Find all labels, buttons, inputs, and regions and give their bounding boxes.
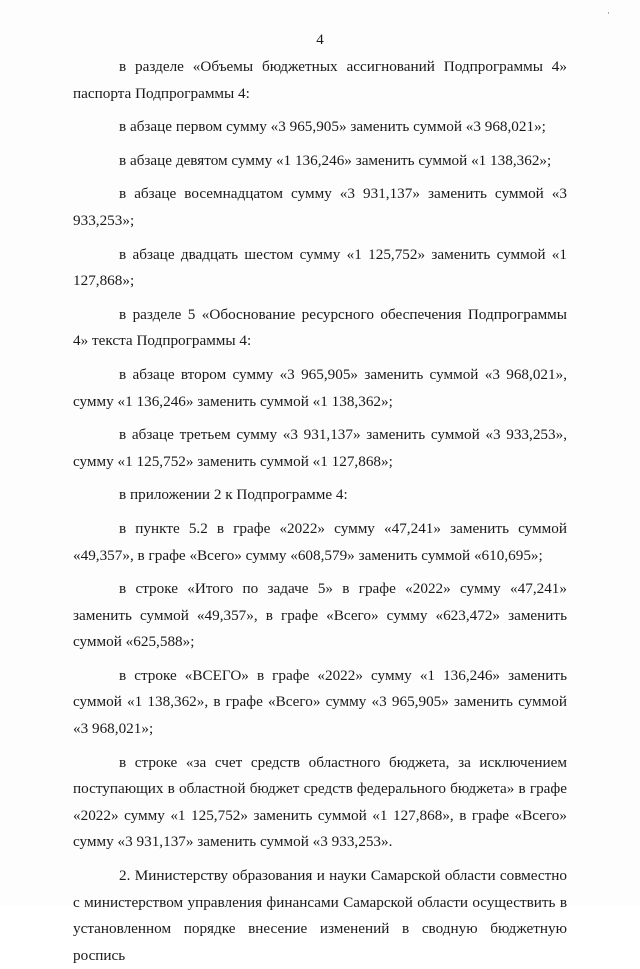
paragraph-item-2-ministry: 2. Министерству образования и науки Самарской области совместно с министерством управления финансами Самарской области осуществить в установленном порядке внесение изменений в сводную бюджетную роспись (73, 867, 567, 964)
paragraph-eighteenth-abzac: в абзаце восемнадцатом сумму «3 931,137» заменить суммой «3 933,253»; (73, 185, 567, 229)
paragraph-third-abzac: в абзаце третьем сумму «3 931,137» заменить суммой «3 933,253», сумму «1 125,752» заменить суммой «1 127,868»; (73, 426, 567, 470)
corner-mark: · (607, 8, 610, 18)
paragraph-first-abzac: в абзаце первом сумму «3 965,905» заменить суммой «3 968,021»; (119, 118, 546, 136)
paragraph-section-5: в разделе 5 «Обоснование ресурсного обеспечения Подпрограммы 4» текста Подпрограммы 4: (73, 305, 567, 350)
paragraph-appendix-2: в приложении 2 к Подпрограмме 4: (119, 486, 348, 504)
paragraph-item-5-2: в пункте 5.2 в графе «2022» сумму «47,241» заменить суммой «49,357», в графе «Всего» сумму «608,579» заменить суммой «610,695»; (73, 519, 567, 564)
paragraph-ninth-abzac: в абзаце девятом сумму «1 136,246» заменить суммой «1 138,362»; (119, 151, 552, 169)
page-number: 4 (316, 32, 324, 48)
paragraph-second-abzac: в абзаце втором сумму «3 965,905» заменить суммой «3 968,021», сумму «1 136,246» заменить суммой «1 138,362»; (73, 365, 567, 410)
paragraph-section-volumes: в разделе «Объемы бюджетных ассигнований Подпрограммы 4» паспорта Подпрограммы 4: (73, 58, 567, 102)
paragraph-total-task-5: в строке «Итого по задаче 5» в графе «2022» сумму «47,241» заменить суммой «49,357», в графе «Всего» сумму «623,472» заменить суммой «625,588»; (73, 580, 567, 651)
paragraph-grand-total: в строке «ВСЕГО» в графе «2022» сумму «1 136,246» заменить суммой «1 138,362», в графе «Всего» сумму «3 965,905» заменить суммой «3 968,021»; (73, 666, 567, 738)
document-body (73, 54, 567, 969)
paragraph-regional-budget: в строке «за счет средств областного бюджета, за исключением поступающих в областной бюджет средств федерального бюджета» в графе «2022» сумму «1 125,752» заменить суммой «1 127,868», в графе «Всего» сумму «3 931,137» заменить суммой «3 933,253». (73, 753, 567, 851)
paragraph-twenty-sixth-abzac: в абзаце двадцать шестом сумму «1 125,752» заменить суммой «1 127,868»; (73, 245, 567, 290)
